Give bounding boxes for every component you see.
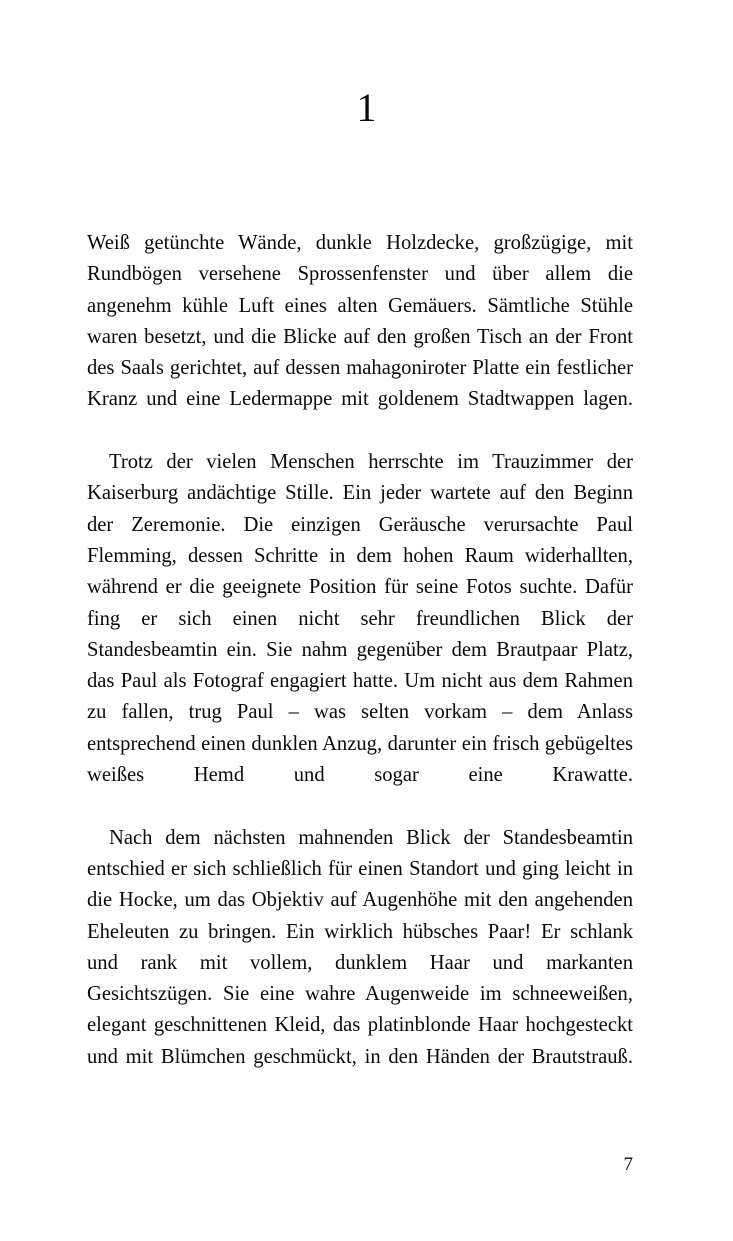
paragraph: Nach dem nächsten mahnenden Blick der Standesbeamtin entschied er sich schließlich für einen Standort und ging leicht in die Hocke, um das Objektiv auf Augenhöhe mit den angehenden Eheleuten zu bringen. Ein wirklich hübsches Paar! Er schlank und rank mit vollem, dunklem Haar und markanten Gesichtszügen. Sie eine wahre Augenweide im schneeweißen, elegant geschnittenen Kleid, das platinblonde Haar hochgesteckt und mit Blümchen geschmückt, in den Händen der Brautstrauß.	[87, 826, 633, 1068]
page-number: 7	[623, 1154, 633, 1175]
chapter-number: 1	[356, 85, 377, 130]
body-text-block	[87, 228, 633, 1104]
paragraph: Trotz der vielen Menschen herrschte im Trauzimmer der Kaiserburg andächtige Stille. Ein jeder wartete auf den Beginn der Zeremonie. Die einzigen Geräusche verursachte Paul Flemming, dessen Schritte in dem hohen Raum widerhallten, während er die geeignete Position für seine Fotos suchte. Dafür fing er sich einen nicht sehr freundlichen Blick der Standesbeamtin ein. Sie nahm gegenüber dem Brautpaar Platz, das Paul als Fotograf engagiert hatte. Um nicht aus dem Rahmen zu fallen, trug Paul – was selten vorkam – dem Anlass entsprechend einen dunklen Anzug, darunter ein frisch gebügeltes weißes Hemd und sogar eine Krawatte.	[87, 451, 633, 787]
paragraph: Weiß getünchte Wände, dunkle Holzdecke, großzügige, mit Rundbögen versehene Sprossenfenster und über allem die angenehm kühle Luft eines alten Gemäuers. Sämtliche Stühle waren besetzt, und die Blicke auf den großen Tisch an der Front des Saals gerichtet, auf dessen mahagoniroter Platte ein festlicher Kranz und eine Ledermappe mit goldenem Stadtwappen lagen.	[87, 232, 633, 411]
